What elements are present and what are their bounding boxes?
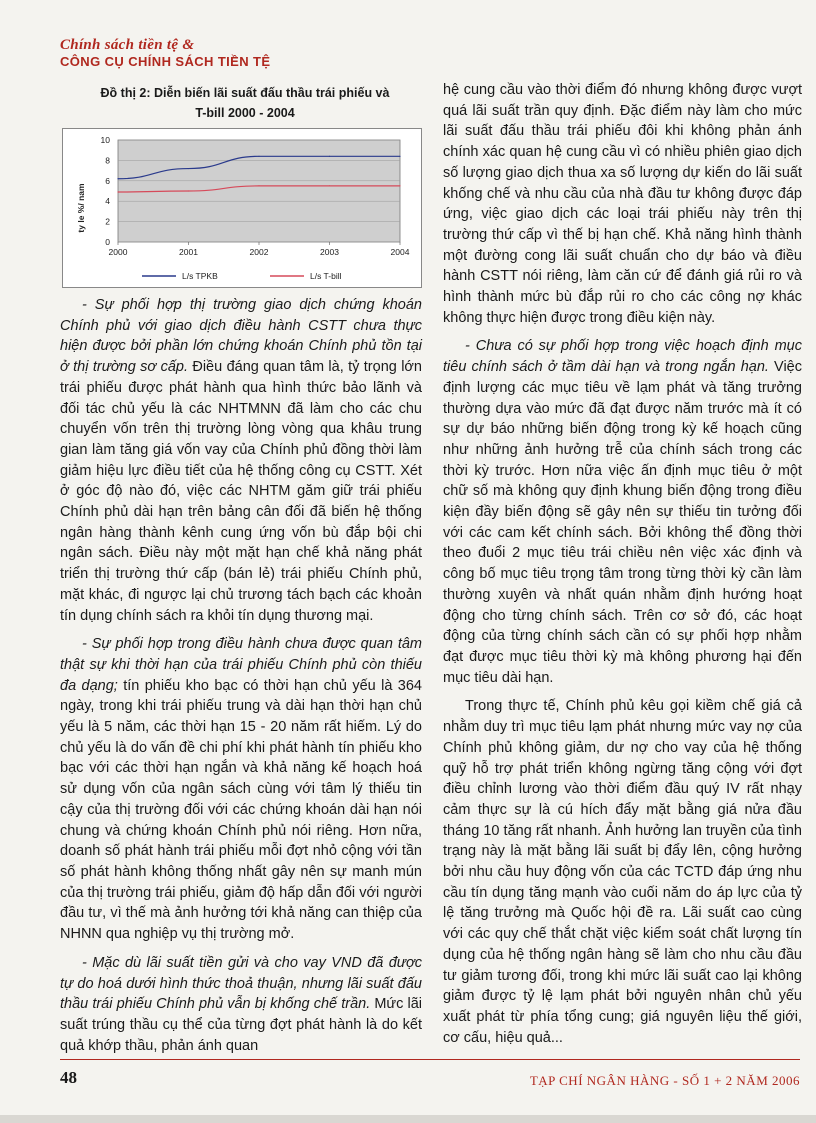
right-column [443,80,802,1048]
data-point [329,156,330,157]
data-point [117,191,118,192]
legend-label-1: L/s TPKB [182,271,218,281]
left-paragraph-3-body: Mức lãi suất trúng thầu cụ thể của từng đợt phát hành là do kết quả khớp thầu, phản ánh quan [60,996,422,1054]
y-tick-label: 8 [105,155,110,166]
y-tick-label: 10 [100,135,110,145]
line-chart [62,128,422,288]
left-column [60,295,422,1056]
footer-rule [60,1059,800,1060]
y-axis-label: ty le %/ nam [76,183,86,233]
y-tick-label: 6 [105,175,110,186]
data-point [188,190,189,191]
right-paragraph-1: hệ cung cầu vào thời điểm đó nhưng không được vượt quá lãi suất trần quy định. Đặc điểm này làm cho mức lãi suất đấu thầu trái phiếu đôi khi không phản ánh chính xác quan hệ cung cầu vì có nhiều phiên giao dịch số lượng giao dịch thua xa số lượng dự kiến do lãi suất khống chế và nhu cầu của nhà đầu tư không được đáp ứng, việc giao dịch các loại trái phiếu này trên thị trường thứ cấp vì thế bị hạn chế. Khả năng hình thành một đường cong lãi suất chuẩn cho dự báo và điều hành CSTT nói riêng, làm căn cứ để đánh giá rủi ro và hình thành mức bù đắp rủi ro cho các công nợ khác không thực hiện được trong điều kiện này. [443,82,802,326]
chart-title-line2: T-bill 2000 - 2004 [195,106,295,120]
right-paragraph-2 [443,336,802,688]
chart-svg [62,128,422,288]
left-paragraph-1 [60,295,422,626]
plot-area [101,135,410,257]
page-number: 48 [60,1068,77,1087]
left-paragraph-2-body: tín phiếu kho bạc có thời hạn chủ yếu là 364 ngày, trong khi trái phiếu trung và dài hạn thời hạn chủ yếu là 5 năm, các thời hạn 15 - 20 năm rất hiếm. Lý do chủ yếu là do vấn đề chi phí khi phát hành tín phiếu kho bạc với các thời hạn ngắn và khả năng kế hoạch hoá sử dụng vốn của ngân sách cùng với tâm lý thiếu tin cậy của thị trường đối với các chứng khoán dài hạn nói chung và chứng khoán Chính phủ nói riêng. Hơn nữa, doanh số phát hành trái phiếu mỗi đợt nhỏ cộng với tần số phát hành không thống nhất gây nên sự manh mún của thị trường trái phiếu, giảm độ hấp dẫn đối với người đầu tư, vì thế mà ảnh hưởng tới khả năng can thiệp của NHNN qua nghiệp vụ thị trường mở. [60,677,422,943]
left-paragraph-3-lead: - Mặc dù lãi suất tiền gửi và cho vay VND đã được tự do hoá dưới hình thức thoả thuận, nhưng lãi suất đấu thầu trái phiếu Chính phủ vẫn bị khống chế trần. [60,954,422,1013]
x-tick-label: 2003 [320,247,339,257]
data-point [329,185,330,186]
x-tick-label: 2000 [108,247,128,257]
section-header [60,38,270,68]
left-paragraph-2 [60,634,422,945]
left-paragraph-2-lead: - Sự phối hợp trong điều hành chưa được quan tâm thật sự khi thời hạn của trái phiếu Chính phủ còn thiếu đa dạng; [60,636,422,694]
data-point [258,185,259,186]
right-paragraph-2-lead: - Chưa có sự phối hợp trong việc hoạch định mục tiêu chính sách ở tầm dài hạn và trong ngắn hạn. [443,338,802,376]
legend-label-2: L/s T-bill [310,271,342,281]
x-tick-label: 2004 [390,247,410,257]
scan-edge [0,1115,816,1123]
left-paragraph-1-lead: - Sự phối hợp thị trường giao dịch chứng khoán Chính phủ với giao dịch điều hành CSTT chưa thực hiện được bởi phần lớn chứng khoán Chính phủ tồn tại ở thị trường sơ cấp. [60,297,422,376]
data-point [399,156,400,157]
chart-title [60,83,430,123]
x-tick-label: 2002 [249,247,269,257]
right-paragraph-3: Trong thực tế, Chính phủ kêu gọi kiềm chế giá cả nhằm duy trì mục tiêu lạm phát nhưng mức vay nợ của Chính phủ không giảm, dư nợ cho vay của hệ thống quỹ hỗ trợ phát triển không ngừng tăng cộng với đợt điều chỉnh lương vào thời điểm đầu quý IV rất nhạy cảm thực sự là cú hích đẩy mặt bằng giá nửa đầu tháng 10 tăng rất nhanh. Ảnh hưởng lan truyền của tình trạng này là mặt bằng lãi suất bị đẩy lên, cộng hưởng bởi nhu cầu huy động vốn của các TCTD đáp ứng nhu cầu tín dụng tăng mạnh vào cuối năm do áp lực của tỷ lệ tăng trưởng mà Quốc hội đề ra. Lãi suất cao cùng với các quy chế thắt chặt việc kiểm soát chất lượng tín dụng của hệ thống ngân hàng sẽ làm cho nhu cầu đầu tư giảm tương đối, trong khi mức lãi suất cao lại không giảm được tỷ lệ lạm phát bởi nguyên nhân chủ yếu xuất phát từ phía tổng cung; giá nguyên liệu thế giới, cơ cấu, hiệu quả... [443,698,802,1046]
y-tick-label: 4 [105,196,110,207]
x-tick-label: 2001 [179,247,198,257]
data-point [258,156,259,157]
data-point [188,168,189,169]
y-tick-label: 0 [105,237,110,247]
section-title-line1: Chính sách tiền tệ & [60,37,195,53]
left-paragraph-1-body: Điều đáng quan tâm là, tỷ trọng lớn trái phiếu được phát hành qua hình thức bảo lãnh và đối tác chủ yếu là các NHTMNN đã làm cho các chu chuyển vốn trên thị trường lòng vòng qua khâu trung gian làm tăng giá vốn vay của Chính phủ đồng thời làm giảm hiệu lực điều tiết của hệ thống công cụ CSTT. Xét ở góc độ nào đó, việc các NHTM găm giữ trái phiếu Chính phủ dài hạn trên bảng cân đối đã biến hệ thống ngân hàng thành kênh cung ứng vốn bù đắp bội chi ngân sách. Điều này một mặt hạn chế khả năng phát triển thị trường thứ cấp (bán lẻ) trái phiếu Chính phủ, mặt khác, đi ngược lại chủ trương tách bạch các khoản tín dụng chính sách ra khỏi tín dụng thương mại. [60,359,422,624]
y-tick-label: 2 [105,216,110,227]
section-title-line2: CÔNG CỤ CHÍNH SÁCH TIỀN TỆ [60,54,271,69]
data-point [117,178,118,179]
journal-footer: TẠP CHÍ NGÂN HÀNG - SỐ 1 + 2 NĂM 2006 [529,1073,800,1088]
left-paragraph-3 [60,953,422,1057]
right-paragraph-2-body: Việc định lượng các mục tiêu về lạm phát và tăng trưởng thường dựa vào mức đã đạt được năm trước mà ít có sự dự báo những biến động trong kỳ kế hoạch cũng như những ảnh hưởng trễ của chính sách trong các thời kỳ trước. Hơn nữa việc ấn định mục tiêu ở một chữ số mà không quy định khung biến động trong điều kiện đầy biến động sẽ gây nên sự thiếu tin tưởng đối với các cam kết chính sách. Bởi không thể đồng thời theo đuổi 2 mục tiêu trái chiều nên việc xác định và công bố mục tiêu trọng tâm trong từng thời kỳ cần làm thường xuyên và nhất quán nhằm định hướng hoạt động cho từng chính sách. Trên cơ sở đó, các hoạt động của từng chính sách cần có sự phối hợp nhằm đạt được mục tiêu thời kỳ mà không phương hại đến mục tiêu dài hạn. [443,359,802,686]
data-point [399,185,400,186]
chart-title-line1: Đồ thị 2: Diễn biến lãi suất đấu thầu trái phiếu và [100,86,390,100]
